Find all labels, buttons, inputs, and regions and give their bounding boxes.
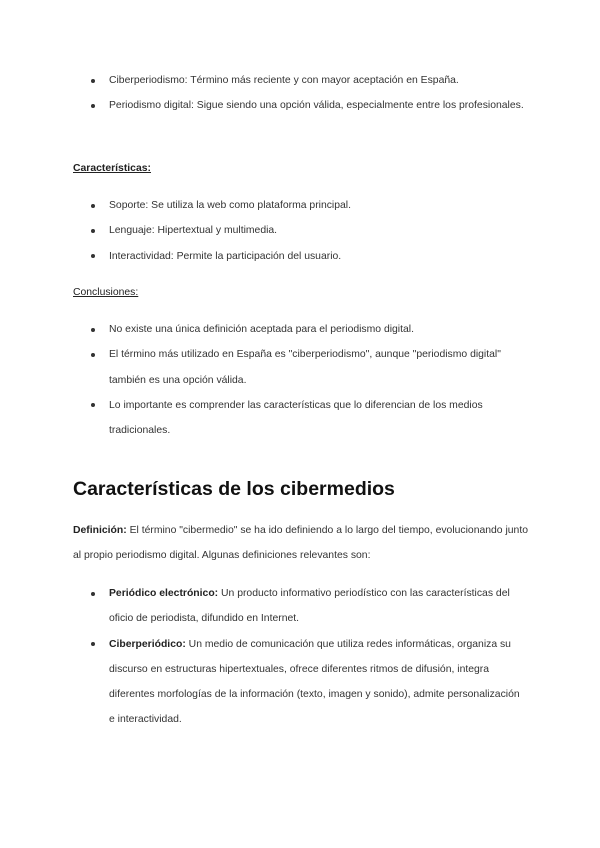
term-description: Un producto informativo periodístico con las características del oficio de periodista, difundido en Internet. [109,588,510,625]
list-item [73,581,528,632]
term: Ciberperiódico: [109,638,186,650]
list-item: Lenguaje: Hipertextual y multimedia. [73,218,528,243]
definition-paragraph [73,518,528,569]
terms-list [73,68,528,119]
list-item: Lo importante es comprender las características que lo diferencian de los medios tradicionales. [73,393,528,444]
list-item: Soporte: Se utiliza la web como plataforma principal. [73,193,528,218]
caracteristicas-list [73,193,528,269]
list-item: El término más utilizado en España es "ciberperiodismo", aunque "periodismo digital" también es una opción válida. [73,342,528,393]
term: Periódico electrónico: [109,588,219,599]
term-description: Un medio de comunicación que utiliza redes informáticas, organiza su discurso en estructuras hipertextuales, ofrece diferentes ritmos de difusión, integra diferentes morfologías de la información (texto, imagen y sonido), admite personalización e interactividad. [109,638,520,726]
conclusiones-list [73,317,528,443]
list-item: Ciberperiodismo: Término más reciente y con mayor aceptación en España. [73,68,528,93]
section-title: Características de los cibermedios [73,478,395,500]
list-item: No existe una única definición aceptada para el periodismo digital. [73,317,528,342]
caracteristicas-heading: Características: [73,163,151,174]
definitions-list [73,581,528,733]
definition-label: Definición: [73,525,127,536]
list-item: Interactividad: Permite la participación del usuario. [73,244,528,269]
conclusiones-heading: Conclusiones: [73,287,139,298]
definition-text: El término "cibermedio" se ha ido definiendo a lo largo del tiempo, evolucionando junto al propio periodismo digital. Algunas definiciones relevantes son: [73,525,529,562]
list-item [73,632,528,733]
list-item: Periodismo digital: Sigue siendo una opción válida, especialmente entre los profesionales. [73,93,528,118]
